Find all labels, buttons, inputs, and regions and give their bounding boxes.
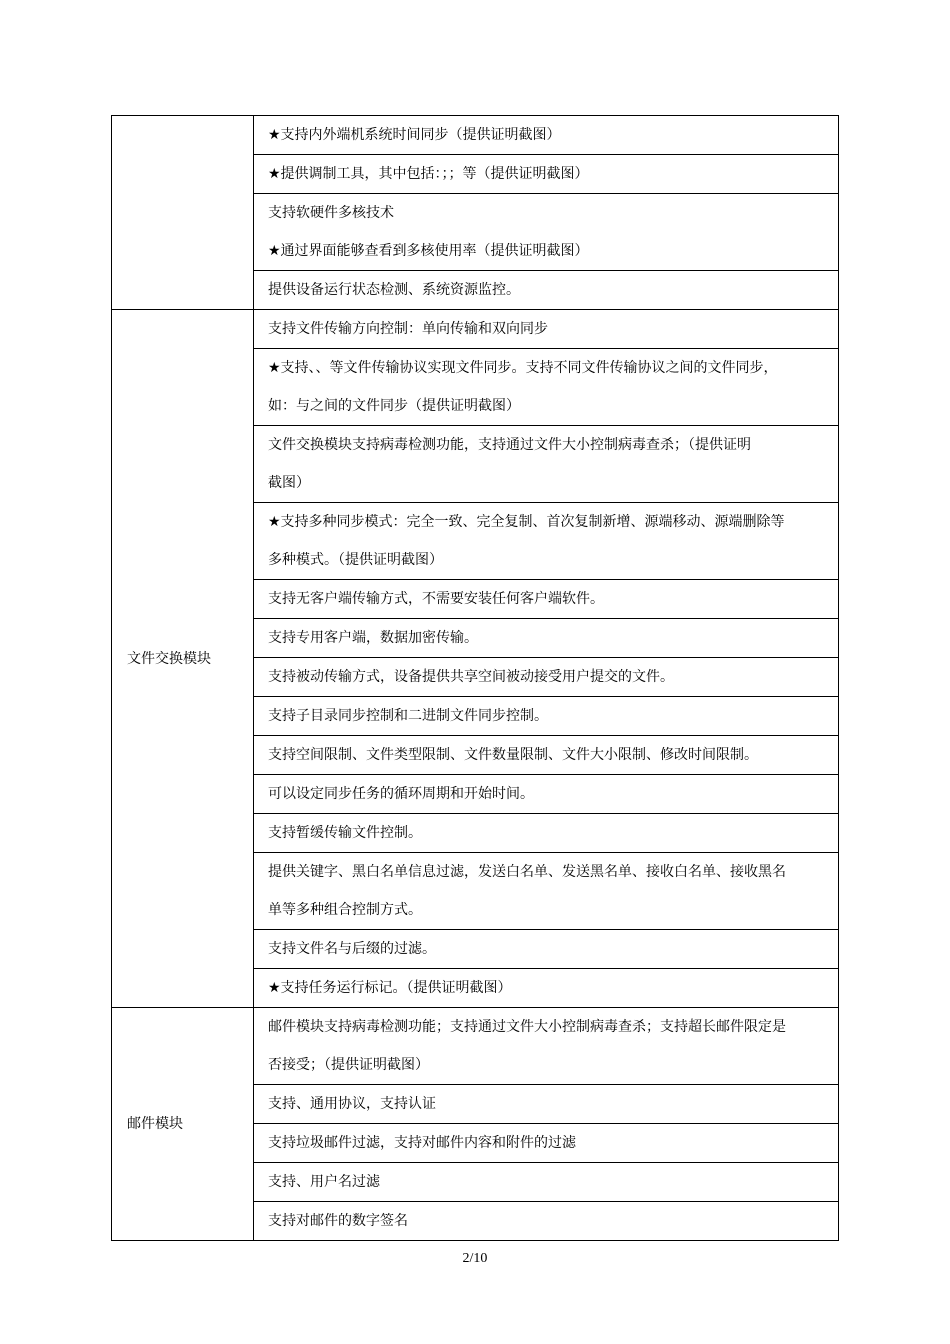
spec-table: [111, 115, 839, 1241]
requirement-cell: [254, 736, 839, 775]
requirement-cell: [254, 930, 839, 969]
category-cell: 邮件模块: [112, 1008, 254, 1241]
requirement-cell: [254, 1085, 839, 1124]
requirement-cell: [254, 658, 839, 697]
requirement-text: ★支持任务运行标记。（提供证明截图）: [268, 980, 512, 996]
requirement-text: 提供关键字、黑白名单信息过滤，发送白名单、发送黑名单、接收白名单、接收黑名: [268, 864, 786, 880]
requirement-text: ★支持内外端机系统时间同步（提供证明截图）: [268, 127, 561, 143]
category-cell: 文件交换模块: [112, 310, 254, 1008]
requirement-cell: [254, 1008, 839, 1085]
spec-table-body: [112, 116, 839, 1241]
requirement-text: ★提供调制工具，其中包括：；；等（提供证明截图）: [268, 166, 589, 182]
requirement-text: 邮件模块支持病毒检测功能；支持通过文件大小控制病毒查杀；支持超长邮件限定是: [268, 1019, 786, 1035]
requirement-text: 支持专用客户端，数据加密传输。: [268, 630, 478, 646]
requirement-cell: [254, 271, 839, 310]
requirement-cell: [254, 775, 839, 814]
requirement-text: 支持被动传输方式，设备提供共享空间被动接受用户提交的文件。: [268, 669, 674, 685]
requirement-text: 多种模式。（提供证明截图）: [268, 552, 443, 568]
requirement-cell: [254, 194, 839, 271]
requirement-cell: [254, 814, 839, 853]
requirement-text: ★支持多种同步模式：完全一致、完全复制、首次复制新增、源端移动、源端删除等: [268, 514, 785, 530]
requirement-text: 否接受；（提供证明截图）: [268, 1057, 429, 1073]
requirement-cell: [254, 310, 839, 349]
requirement-text: 支持空间限制、文件类型限制、文件数量限制、文件大小限制、修改时间限制。: [268, 747, 758, 763]
requirement-text: 支持垃圾邮件过滤，支持对邮件内容和附件的过滤: [268, 1135, 576, 1151]
requirement-text: 支持软硬件多核技术: [268, 205, 394, 221]
requirement-cell: [254, 1163, 839, 1202]
requirement-cell: [254, 426, 839, 503]
table-row: [112, 1008, 839, 1085]
requirement-text: 支持暂缓传输文件控制。: [268, 825, 422, 841]
requirement-text: 文件交换模块支持病毒检测功能，支持通过文件大小控制病毒查杀；（提供证明: [268, 437, 751, 453]
requirement-text: 支持无客户端传输方式，不需要安装任何客户端软件。: [268, 591, 604, 607]
table-row: [112, 310, 839, 349]
requirement-text: 支持文件名与后缀的过滤。: [268, 941, 436, 957]
requirement-cell: [254, 853, 839, 930]
requirement-cell: [254, 116, 839, 155]
requirement-text: 支持、用户名过滤: [268, 1174, 380, 1190]
requirement-cell: [254, 1124, 839, 1163]
requirement-cell: [254, 503, 839, 580]
requirement-text: ★支持、、等文件传输协议实现文件同步。支持不同文件传输协议之间的文件同步，: [268, 360, 778, 376]
requirement-cell: [254, 155, 839, 194]
requirement-cell: [254, 349, 839, 426]
requirement-text: 提供设备运行状态检测、系统资源监控。: [268, 282, 520, 298]
requirement-cell: [254, 1202, 839, 1241]
page-number: 2/10: [462, 1251, 488, 1266]
requirement-text: 可以设定同步任务的循环周期和开始时间。: [268, 786, 534, 802]
category-cell: [112, 116, 254, 310]
requirement-text: 如：与之间的文件同步（提供证明截图）: [268, 398, 520, 414]
requirement-cell: [254, 697, 839, 736]
requirement-cell: [254, 619, 839, 658]
requirement-text: 单等多种组合控制方式。: [268, 902, 422, 918]
requirement-text: ★通过界面能够查看到多核使用率（提供证明截图）: [268, 243, 589, 259]
requirement-text: 支持子目录同步控制和二进制文件同步控制。: [268, 708, 548, 724]
requirement-cell: [254, 969, 839, 1008]
requirement-text: 支持文件传输方向控制：单向传输和双向同步: [268, 321, 548, 337]
requirement-text: 支持对邮件的数字签名: [268, 1213, 408, 1229]
requirement-text: 支持、通用协议，支持认证: [268, 1096, 436, 1112]
requirement-cell: [254, 580, 839, 619]
table-row: [112, 116, 839, 155]
requirement-text: 截图）: [268, 475, 310, 491]
